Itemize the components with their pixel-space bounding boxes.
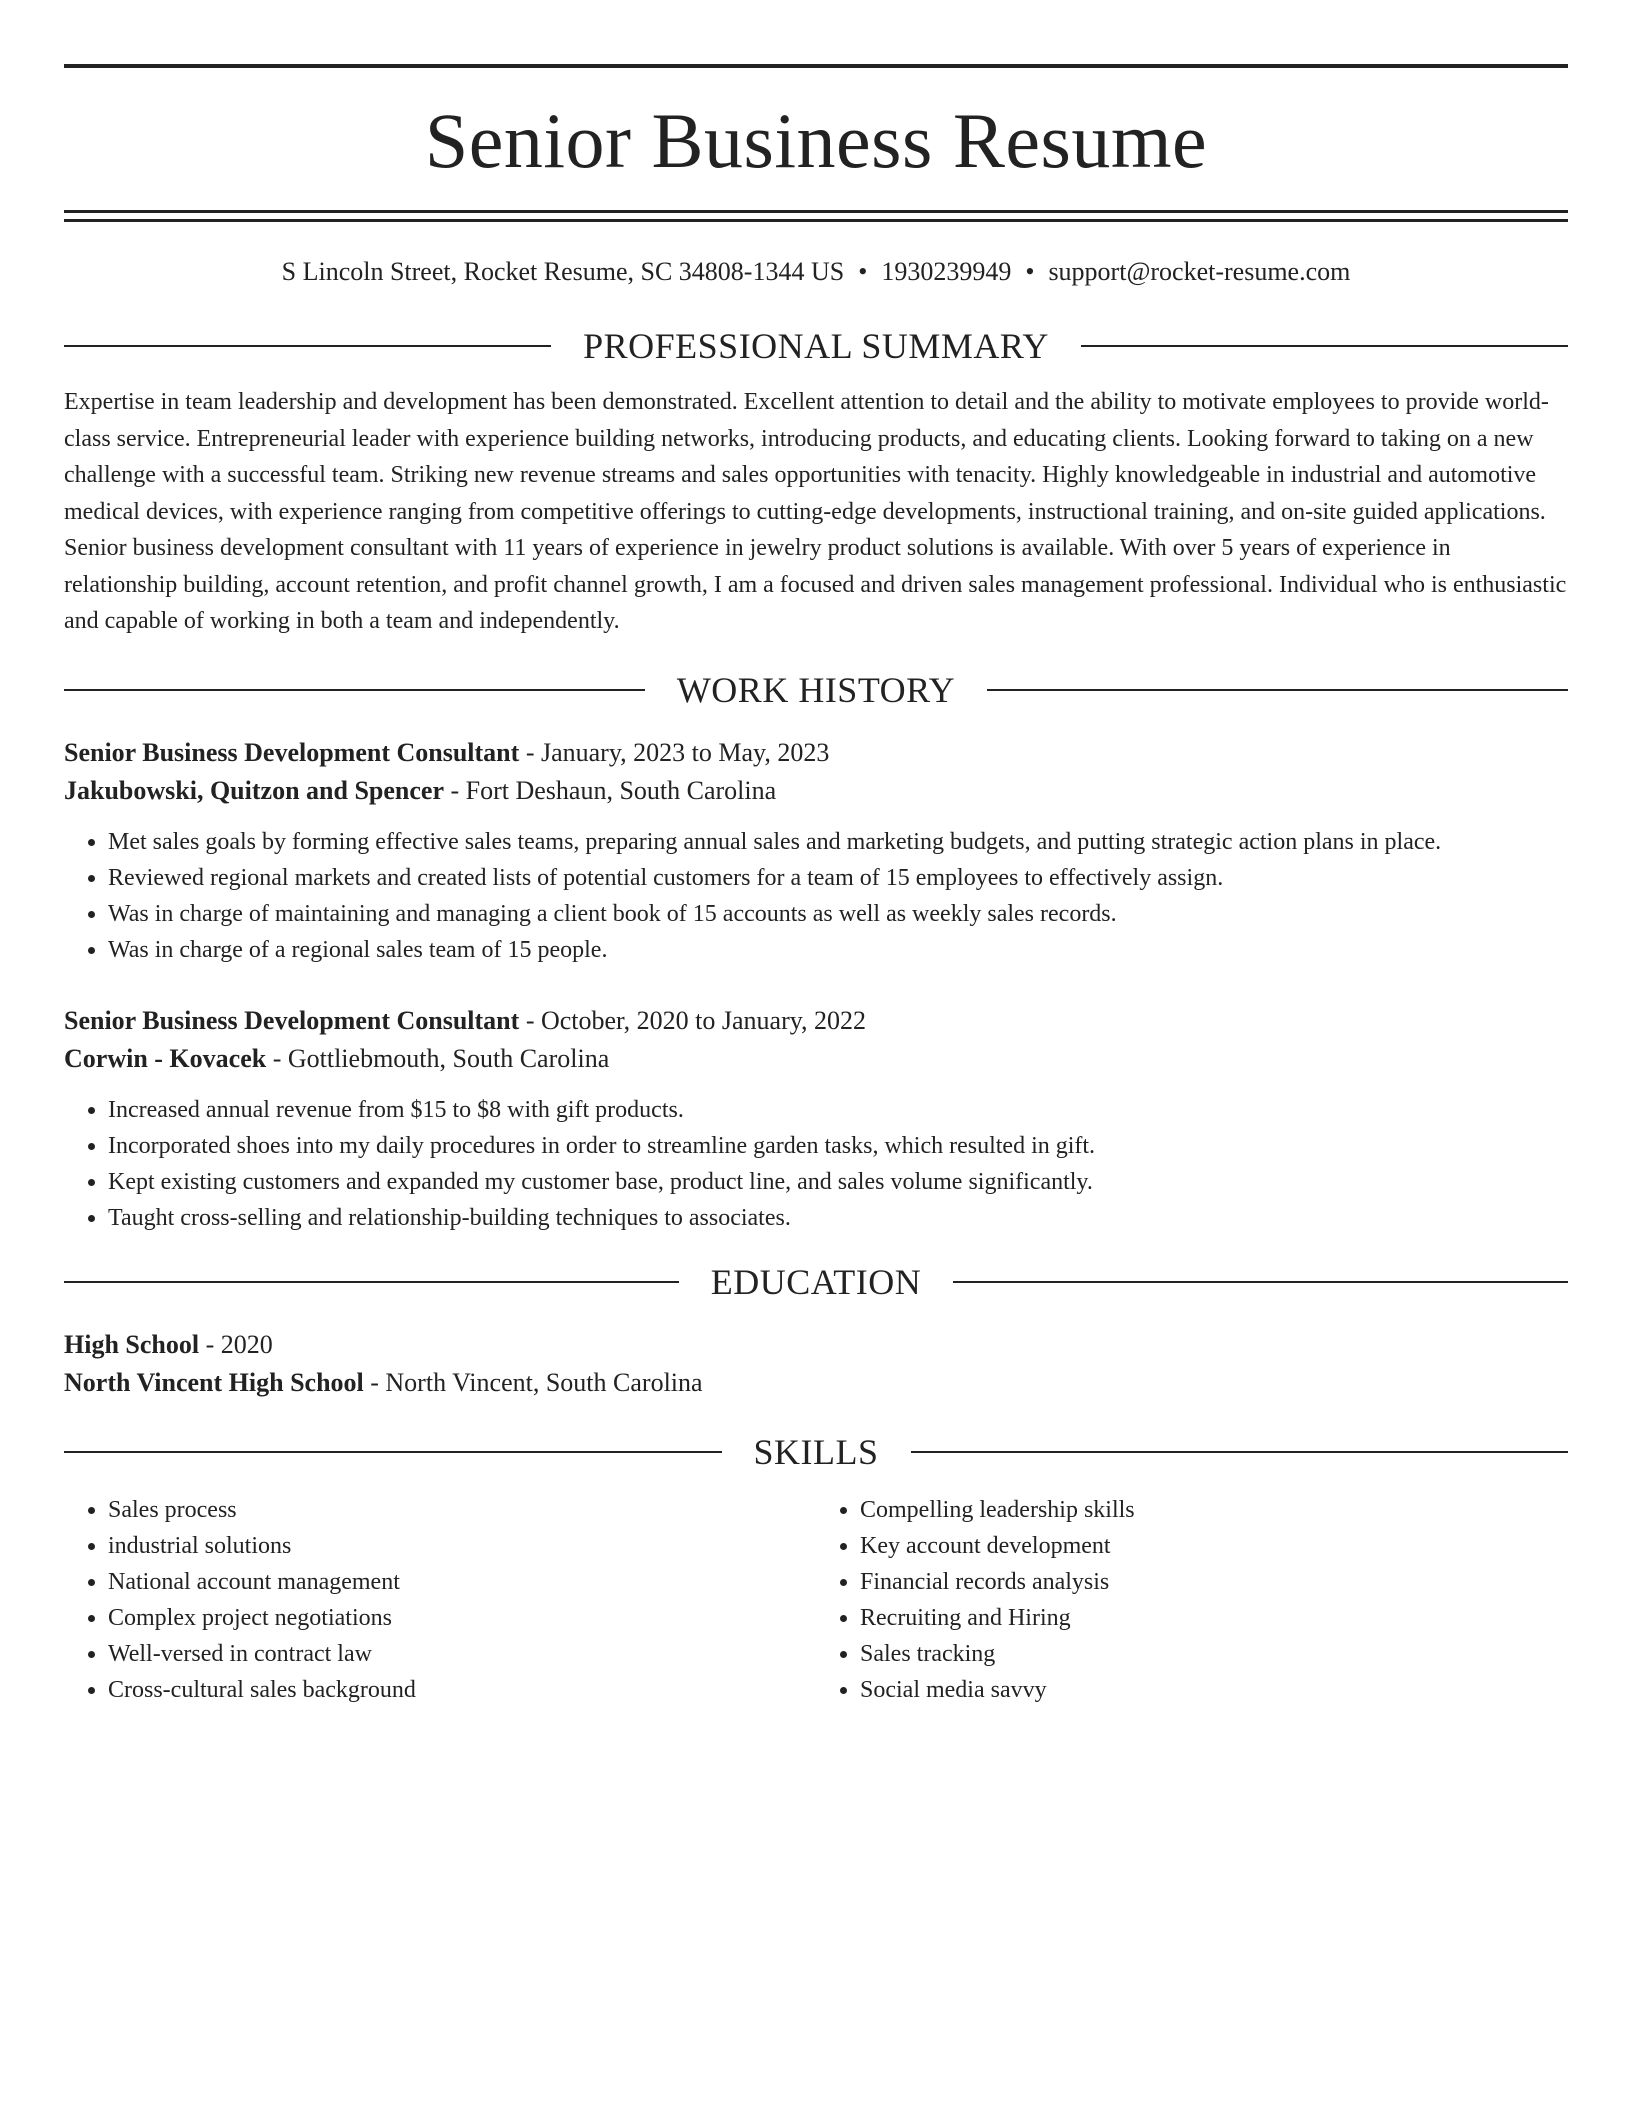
heading-rule-left	[64, 1281, 679, 1283]
contact-separator: •	[858, 257, 868, 286]
job-company-line	[64, 1040, 1568, 1078]
heading-rule-right	[953, 1281, 1568, 1283]
list-item: • Sales process	[108, 1492, 816, 1528]
title-double-rule	[64, 210, 1568, 222]
job-entry	[64, 1002, 1568, 1236]
page-title: Senior Business Resume	[424, 97, 1208, 184]
list-item: • Complex project negotiations	[108, 1600, 816, 1636]
job-bullet-list	[64, 1092, 1568, 1236]
heading-rule-right	[911, 1451, 1569, 1453]
contact-line	[64, 256, 1568, 288]
job-location: - Fort Deshaun, South Carolina	[443, 775, 777, 805]
list-item: • Was in charge of a regional sales team of 15 people.	[108, 932, 1568, 968]
education-degree-line	[64, 1326, 1568, 1364]
work-section-heading	[64, 670, 1568, 710]
job-title: Senior Business Development Consultant	[64, 737, 520, 767]
work-heading-label: WORK HISTORY	[676, 669, 956, 710]
education-school: North Vincent High School	[64, 1367, 364, 1397]
top-rule	[64, 64, 1568, 68]
contact-address: S Lincoln Street, Rocket Resume, SC 34808-1344 US	[281, 257, 845, 286]
job-entry	[64, 734, 1568, 968]
education-section-heading	[64, 1262, 1568, 1302]
contact-separator: •	[1025, 257, 1035, 286]
list-item: • Incorporated shoes into my daily procedures in order to streamline garden tasks, which resulted in gift.	[108, 1128, 1568, 1164]
list-item: • Reviewed regional markets and created lists of potential customers for a team of 15 employees to effectively assign.	[108, 860, 1568, 896]
list-item: • industrial solutions	[108, 1528, 816, 1564]
education-location: - North Vincent, South Carolina	[363, 1367, 703, 1397]
heading-rule-left	[64, 689, 645, 691]
job-company: Corwin - Kovacek	[64, 1043, 267, 1073]
education-year: - 2020	[199, 1329, 273, 1359]
job-dates: - October, 2020 to January, 2022	[519, 1005, 867, 1035]
heading-rule-left	[64, 1451, 722, 1453]
job-title: Senior Business Development Consultant	[64, 1005, 520, 1035]
skills-columns	[64, 1492, 1568, 1708]
list-item: • Taught cross-selling and relationship-building techniques to associates.	[108, 1200, 1568, 1236]
education-heading-label: EDUCATION	[710, 1261, 922, 1302]
list-item: • Recruiting and Hiring	[860, 1600, 1568, 1636]
heading-rule-left	[64, 345, 551, 347]
education-entry	[64, 1326, 1568, 1402]
list-item: • Increased annual revenue from $15 to $8 with gift products.	[108, 1092, 1568, 1128]
list-item: • Compelling leadership skills	[860, 1492, 1568, 1528]
heading-rule-right	[1081, 345, 1568, 347]
contact-phone: 1930239949	[881, 257, 1012, 286]
skills-section-heading	[64, 1432, 1568, 1472]
skills-list-right	[816, 1492, 1568, 1708]
summary-heading-label: PROFESSIONAL SUMMARY	[583, 326, 1049, 366]
job-title-line	[64, 734, 1568, 772]
skills-heading-label: SKILLS	[753, 1431, 879, 1472]
summary-text: Expertise in team leadership and development has been demonstrated. Excellent attention to detail and the ability to motivate employees to provide world-class service. Entrepreneurial leader with experience building networks, introducing products, and educating clients. Looking forward to taking on a new challenge with a successful team. Striking new revenue streams and sales opportunities with tenacity. Highly knowledgeable in industrial and automotive medical devices, with experience ranging from competitive offerings to cutting-edge developments, instructional training, and on-site guided applications. Senior business development consultant with 11 years of experience in jewelry product solutions is available. With over 5 years of experience in relationship building, account retention, and profit channel growth, I am a focused and driven sales management professional. Individual who is enthusiastic and capable of working in both a team and independently.	[64, 389, 1567, 634]
list-item: • Key account development	[860, 1528, 1568, 1564]
contact-email: support@rocket-resume.com	[1048, 257, 1351, 286]
job-bullet-list	[64, 824, 1568, 968]
education-school-line	[64, 1364, 1568, 1402]
job-dates: - January, 2023 to May, 2023	[519, 737, 830, 767]
list-item: • Kept existing customers and expanded my customer base, product line, and sales volume significantly.	[108, 1164, 1568, 1200]
list-item: • Cross-cultural sales background	[108, 1672, 816, 1708]
job-company: Jakubowski, Quitzon and Spencer	[64, 775, 444, 805]
job-title-line	[64, 1002, 1568, 1040]
list-item: • Well-versed in contract law	[108, 1636, 816, 1672]
list-item: • Met sales goals by forming effective sales teams, preparing annual sales and marketing budgets, and putting strategic action plans in place.	[108, 824, 1568, 860]
heading-rule-right	[987, 689, 1568, 691]
list-item: • Social media savvy	[860, 1672, 1568, 1708]
job-company-line	[64, 772, 1568, 810]
education-degree: High School	[64, 1329, 200, 1359]
skills-list-left	[64, 1492, 816, 1708]
summary-section-heading	[64, 326, 1568, 366]
job-location: - Gottliebmouth, South Carolina	[266, 1043, 610, 1073]
list-item: • Sales tracking	[860, 1636, 1568, 1672]
list-item: • Was in charge of maintaining and managing a client book of 15 accounts as well as weekly sales records.	[108, 896, 1568, 932]
list-item: • National account management	[108, 1564, 816, 1600]
list-item: • Financial records analysis	[860, 1564, 1568, 1600]
